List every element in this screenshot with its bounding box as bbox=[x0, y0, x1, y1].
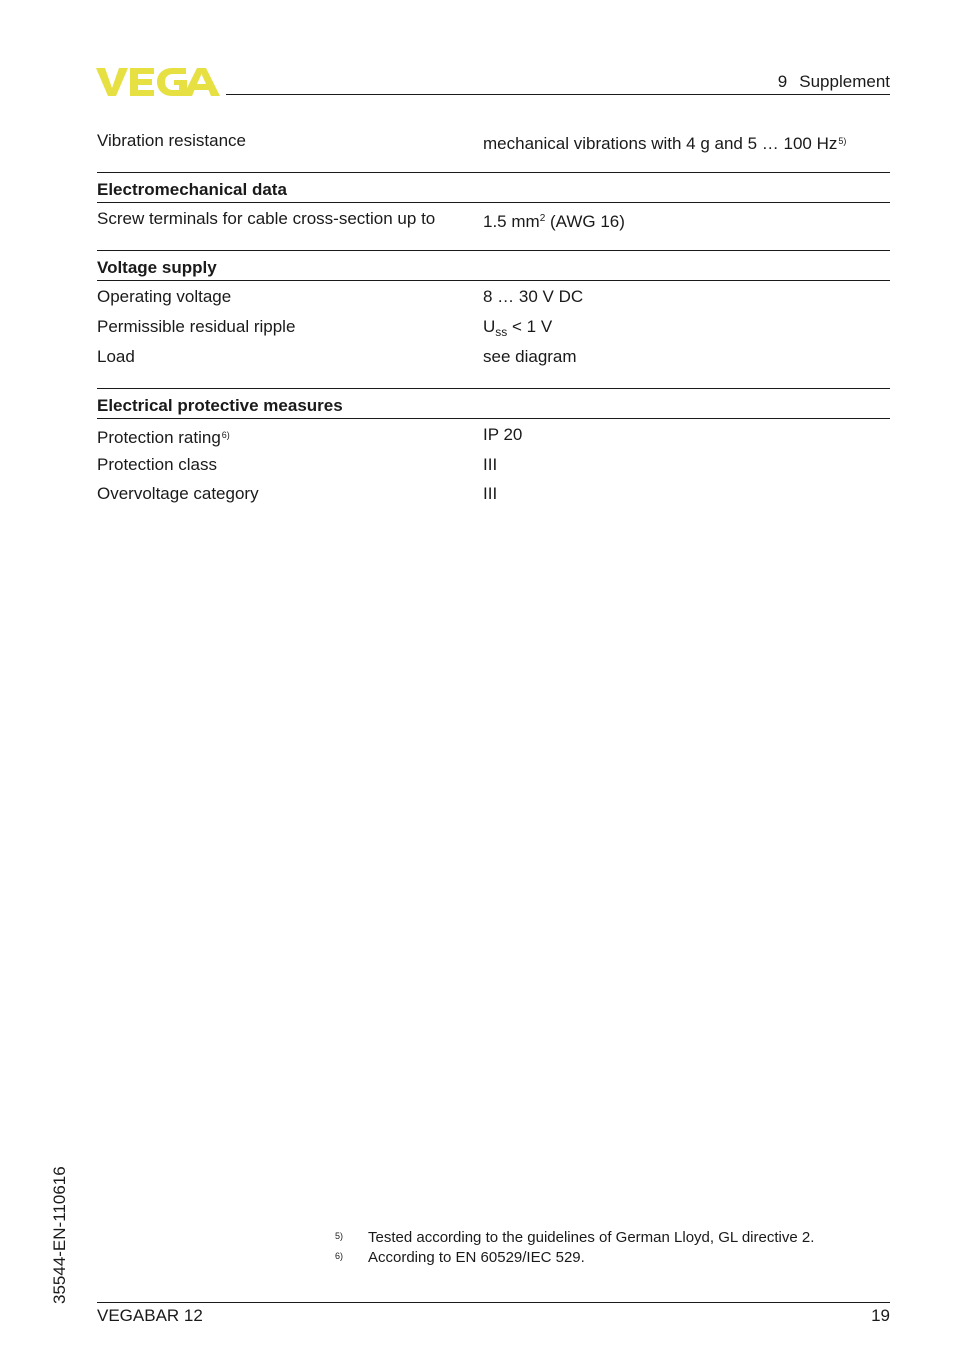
footnote-ref: 6) bbox=[221, 430, 230, 440]
row-protection-rating bbox=[97, 424, 890, 446]
header-rule bbox=[226, 94, 890, 95]
heading-voltage-supply: Voltage supply bbox=[97, 258, 217, 277]
divider bbox=[97, 388, 890, 389]
row-label: Load bbox=[97, 347, 135, 366]
divider bbox=[97, 280, 890, 281]
heading-protective-measures: Electrical protective measures bbox=[97, 396, 343, 415]
row-value: 8 … 30 V DC bbox=[483, 287, 584, 306]
row-label: Protection class bbox=[97, 455, 217, 474]
row-protection-class bbox=[97, 454, 890, 476]
page-number: 19 bbox=[871, 1306, 890, 1325]
row-value: see diagram bbox=[483, 347, 577, 366]
row-vibration bbox=[97, 130, 890, 152]
row-overvoltage-category bbox=[97, 483, 890, 505]
brand-text: VEGA bbox=[96, 66, 99, 67]
section-title: Supplement bbox=[799, 72, 890, 91]
row-label: Operating voltage bbox=[97, 287, 232, 306]
row-load bbox=[97, 346, 890, 368]
row-label: Protection rating$^{6)}$ bbox=[97, 428, 230, 447]
row-operating-voltage bbox=[97, 286, 890, 308]
vega-logo bbox=[96, 66, 220, 98]
footnote-text: Tested according to the guidelines of German Lloyd, GL directive 2. bbox=[368, 1229, 815, 1246]
footnote-text: According to EN 60529/IEC 529. bbox=[368, 1249, 585, 1266]
footnote-ref: 5) bbox=[838, 136, 847, 146]
row-label: Permissible residual ripple bbox=[97, 317, 296, 336]
divider bbox=[97, 418, 890, 419]
document-code: 35544-EN-110616 bbox=[50, 1166, 69, 1304]
divider bbox=[97, 172, 890, 173]
row-value: $U_{ss} < 1$ V bbox=[483, 317, 553, 339]
divider bbox=[97, 250, 890, 251]
section-label bbox=[778, 72, 890, 92]
row-value: IP 20 bbox=[483, 425, 523, 444]
row-screw-terminals bbox=[97, 208, 890, 230]
row-value: mechanical vibrations with 4 g and 5 … 100 Hz$^{5)}$ bbox=[483, 134, 847, 153]
row-value: III bbox=[483, 484, 498, 503]
footer-product: VEGABAR 12 bbox=[97, 1306, 203, 1325]
divider bbox=[97, 202, 890, 203]
row-label: Vibration resistance bbox=[97, 131, 246, 150]
footnote-mark: 5) bbox=[335, 1231, 344, 1241]
section-number: 9 bbox=[777, 72, 788, 91]
row-label: Overvoltage category bbox=[97, 484, 259, 503]
row-value: 1.5 $mm^2$ (AWG 16) bbox=[483, 212, 625, 231]
footnote-mark: 6) bbox=[335, 1251, 344, 1261]
heading-electromechanical: Electromechanical data bbox=[97, 180, 287, 199]
footer-rule bbox=[97, 1302, 890, 1303]
row-value: III bbox=[483, 455, 498, 474]
row-label: Screw terminals for cable cross-section up to bbox=[97, 209, 436, 228]
row-residual-ripple bbox=[97, 316, 890, 338]
